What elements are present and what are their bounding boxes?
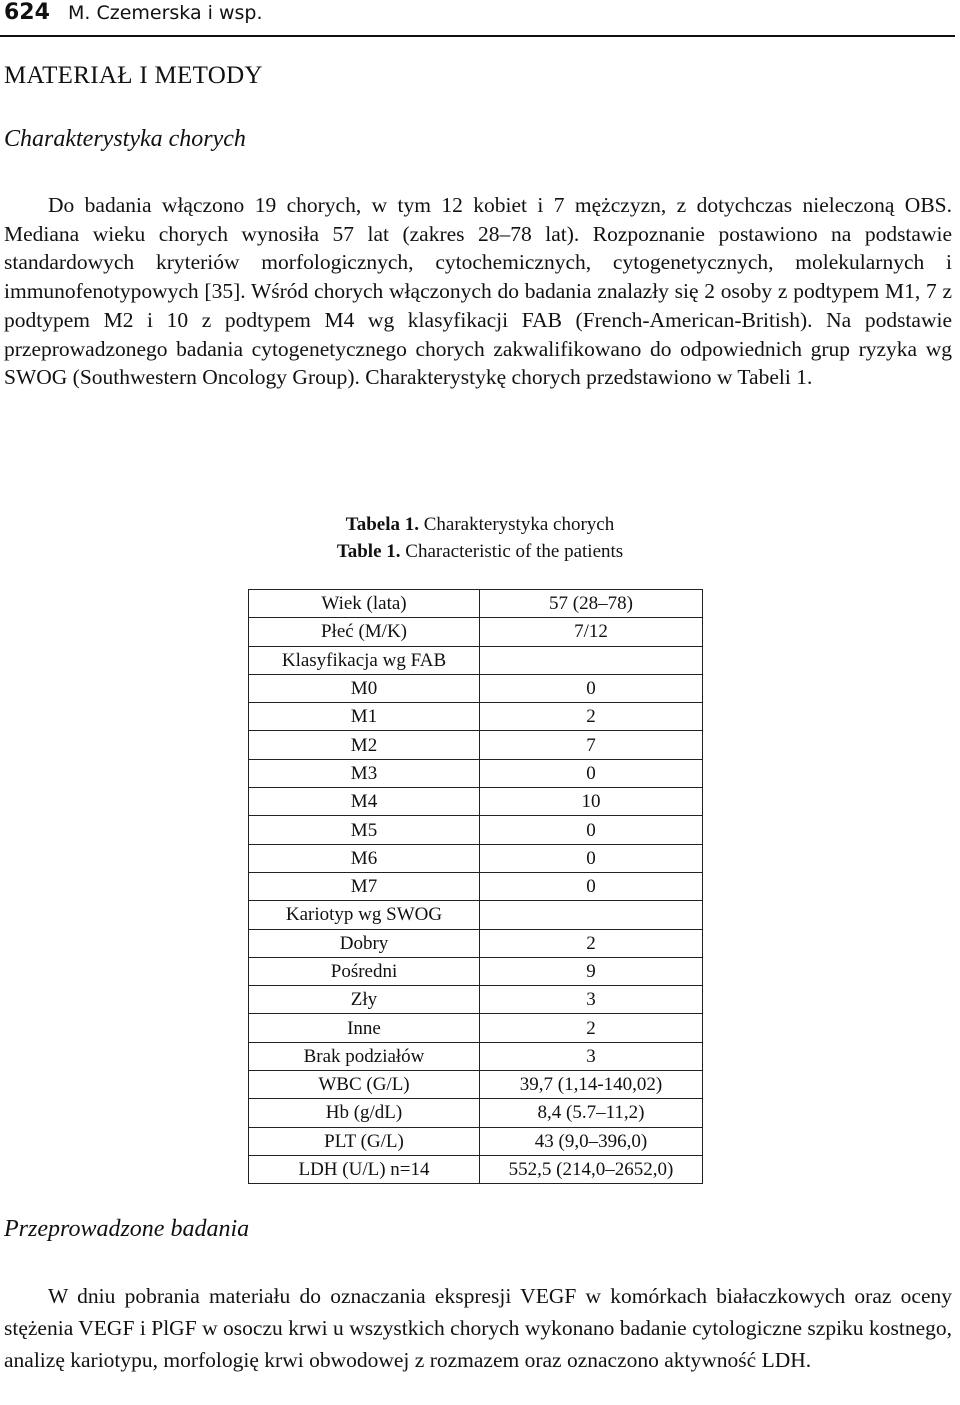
table-cell-label: M0 (249, 674, 480, 702)
table-cell-value: 552,5 (214,0–2652,0) (480, 1155, 703, 1183)
section-heading: MATERIAŁ I METODY (4, 62, 263, 89)
table-caption-pl-text: Charakterystyka chorych (419, 514, 615, 535)
table-cell-label: PLT (G/L) (249, 1127, 480, 1155)
table-cell-value: 39,7 (1,14-140,02) (480, 1071, 703, 1099)
table-cell-value: 10 (480, 788, 703, 816)
table-row (249, 1155, 703, 1183)
table-cell-value (480, 646, 703, 674)
table-cell-value: 3 (480, 986, 703, 1014)
table-caption-en-label: Table 1. (336, 541, 401, 562)
patient-characteristics-table-wrap (248, 589, 703, 1184)
table-row (249, 731, 703, 759)
table-cell-label: M5 (249, 816, 480, 844)
table-cell-value: 3 (480, 1042, 703, 1070)
subheading-patient-characteristics: Charakterystyka chorych (4, 126, 246, 152)
subheading-performed-tests: Przeprowadzone badania (4, 1216, 250, 1242)
paragraph-tests: W dniu pobrania materiału do oznaczania ekspresji VEGF w komórkach białaczkowych oraz oceny stężenia VEGF i PlGF w osoczu krwi u wszystkich chorych wykonano badanie cytologiczne szpiku kostnego, analizę kariotypu, morfologię krwi obwodowej z rozmazem oraz oznaczono aktywność LDH. (4, 1284, 952, 1372)
table-row (249, 1099, 703, 1127)
table-cell-label: M7 (249, 872, 480, 900)
table-cell-value: 0 (480, 844, 703, 872)
table-cell-label: Brak podziałów (249, 1042, 480, 1070)
running-head: M. Czemerska i wsp. (68, 2, 263, 24)
table-row (249, 674, 703, 702)
table-caption-en-text: Characteristic of the patients (400, 541, 624, 562)
table-cell-label: Zły (249, 986, 480, 1014)
page-header (0, 0, 960, 38)
table-row (249, 646, 703, 674)
table-cell-label: Hb (g/dL) (249, 1099, 480, 1127)
table-cell-value: 2 (480, 929, 703, 957)
table-cell-value: 0 (480, 674, 703, 702)
table-cell-value: 57 (28–78) (480, 590, 703, 618)
table-row (249, 929, 703, 957)
table-cell-label: M6 (249, 844, 480, 872)
table-cell-value: 2 (480, 703, 703, 731)
table-row (249, 1042, 703, 1070)
table-cell-value: 7 (480, 731, 703, 759)
paragraph-patients: Do badania włączono 19 chorych, w tym 12 kobiet i 7 mężczyzn, z dotychczas nieleczoną OBS. Mediana wieku chorych wynosiła 57 lat (zakres 28–78 lat). Rozpoznanie postawiono na podstawie standardowych kryteriów morfologicznych, cytochemicznych, cytogenetycznych, molekularnych i immunofenotypowych [35]. Wśród chorych włączonych do badania znalazły się 2 osoby z podtypem M1, 7 z podtypem M2 i 10 z podtypem M4 wg klasyfikacji FAB (French-American-British). Na podstawie przeprowadzonego badania cytogenetycznego chorych zakwalifikowano do odpowiednich grup ryzyka wg SWOG (Southwestern Oncology Group). Charakterystykę chorych przedstawiono w Tabeli 1. (4, 193, 952, 390)
table-cell-label: Wiek (lata) (249, 590, 480, 618)
table-caption-pl (0, 511, 960, 538)
table-cell-value (480, 901, 703, 929)
page-number: 624 (4, 0, 50, 25)
table-row (249, 901, 703, 929)
table-row (249, 986, 703, 1014)
table-caption-en (0, 538, 960, 565)
table-cell-label: M2 (249, 731, 480, 759)
table-cell-label: M1 (249, 703, 480, 731)
table-cell-value: 0 (480, 816, 703, 844)
table-cell-value: 2 (480, 1014, 703, 1042)
table-cell-label: Klasyfikacja wg FAB (249, 646, 480, 674)
table-row (249, 590, 703, 618)
table-cell-value: 7/12 (480, 618, 703, 646)
table-row (249, 1014, 703, 1042)
table-body (249, 590, 703, 1184)
table-row (249, 816, 703, 844)
table-cell-label: Inne (249, 1014, 480, 1042)
table-cell-label: M4 (249, 788, 480, 816)
table-cell-value: 9 (480, 957, 703, 985)
table-row (249, 788, 703, 816)
table-cell-label: LDH (U/L) n=14 (249, 1155, 480, 1183)
table-row (249, 872, 703, 900)
table-cell-value: 43 (9,0–396,0) (480, 1127, 703, 1155)
table-cell-label: Płeć (M/K) (249, 618, 480, 646)
table-row (249, 618, 703, 646)
table-cell-label: M3 (249, 759, 480, 787)
table-cell-label: Pośredni (249, 957, 480, 985)
table-row (249, 844, 703, 872)
header-rule (0, 35, 955, 37)
table-cell-label: Kariotyp wg SWOG (249, 901, 480, 929)
table-cell-value: 0 (480, 759, 703, 787)
table-row (249, 1127, 703, 1155)
table-caption-pl-label: Tabela 1. (345, 514, 419, 535)
table-row (249, 703, 703, 731)
patient-characteristics-table (248, 589, 703, 1184)
table-row (249, 759, 703, 787)
table-cell-value: 0 (480, 872, 703, 900)
table-cell-value: 8,4 (5.7–11,2) (480, 1099, 703, 1127)
table-row (249, 1071, 703, 1099)
table-cell-label: WBC (G/L) (249, 1071, 480, 1099)
table-cell-label: Dobry (249, 929, 480, 957)
table-row (249, 957, 703, 985)
